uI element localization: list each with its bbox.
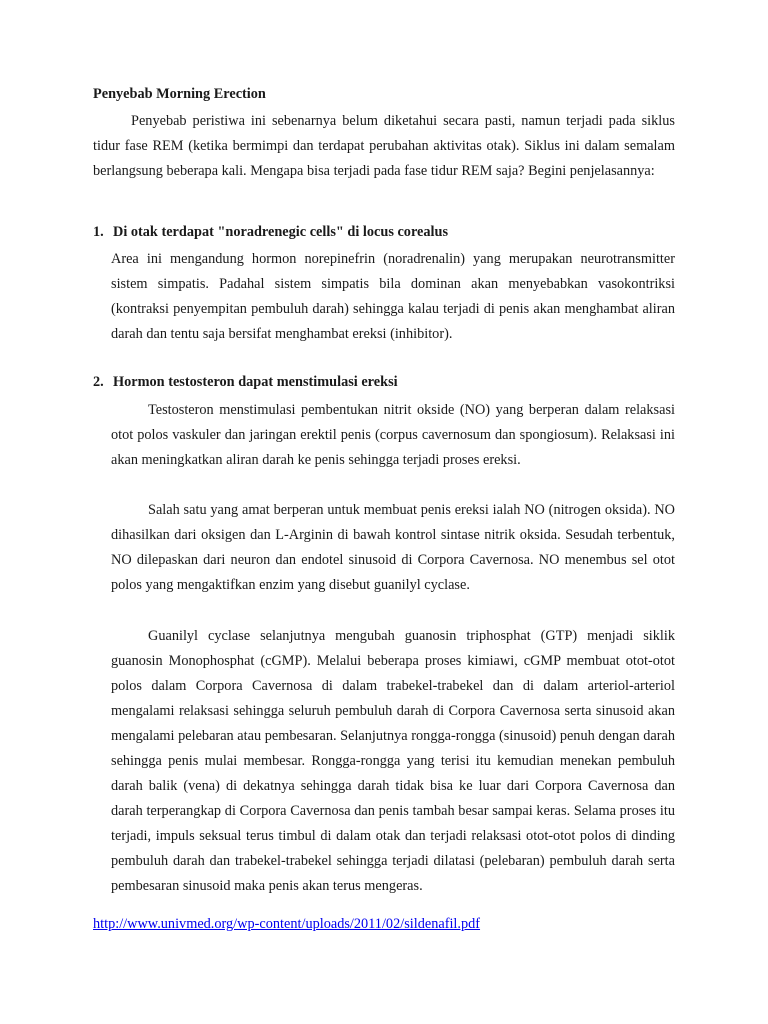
list-item-heading-text: Hormon testosteron dapat menstimulasi ereksi: [113, 374, 398, 390]
list-item-paragraph: Testosteron menstimulasi pembentukan nitrit okside (NO) yang berperan dalam relaksasi otot polos vaskuler dan jaringan erektil penis (corpus cavernosum dan spongiosum). Relaksasi ini akan meningkatkan aliran darah ke penis sehingga terjadi proses ereksi.: [111, 402, 675, 468]
list-item-number: 1.: [93, 224, 104, 240]
list-item-paragraph: Area ini mengandung hormon norepinefrin (noradrenalin) yang merupakan neurotransmitter sistem simpatis. Padahal sistem simpatis bila dominan akan menyebabkan vasokontriksi (kontraksi penyempitan pembuluh darah) sehingga kalau terjadi di penis akan menghambat aliran darah dan tentu saja bersifat menghambat ereksi (inhibitor).: [111, 251, 675, 342]
list-item-paragraph: Guanilyl cyclase selanjutnya mengubah guanosin triphosphat (GTP) menjadi siklik guanosin Monophosphat (cGMP). Melalui beberapa proses kimiawi, cGMP membuat otot-otot polos dalam Corpora Cavernosa di dalam trabekel-trabekel dan di dalam arteriol-arteriol mengalami relaksasi sehingga seluruh pembuluh darah di Corpora Cavernosa serta sinusoid akan mengalami pelebaran atau pembesaran. Selanjutnya rongga-rongga (sinusoid) penuh dengan darah sehingga penis mulai membesar. Rongga-rongga yang terisi itu kemudian menekan pembuluh darah balik (vena) di dekatnya sehingga darah tidak bisa ke luar dari Corpora Cavernosa dan darah terperangkap di Corpora Cavernosa dan penis tambah besar sampai keras. Selama proses itu terjadi, impuls seksual terus timbul di dalam otak dan terjadi relaksasi otot-otot polos di dinding pembuluh darah dan trabekel-trabekel sehingga terjadi dilatasi (pelebaran) pembuluh darah serta pembesaran sinusoid maka penis akan terus mengeras.: [111, 628, 675, 894]
list-item-heading: [93, 224, 448, 241]
list-item-paragraph: Salah satu yang amat berperan untuk membuat penis ereksi ialah NO (nitrogen oksida). NO dihasilkan dari oksigen dan L-Arginin di bawah kontrol sintase nitrik oksida. Sesudah terbentuk, NO dilepaskan dari neuron dan endotel sinusoid di Corpora Cavernosa. NO menembus sel otot polos yang mengaktifkan enzim yang disebut guanilyl cyclase.: [111, 502, 675, 593]
list-item-heading: [93, 374, 398, 391]
source-link[interactable]: http://www.univmed.org/wp-content/uploads/2011/02/sildenafil.pdf: [93, 916, 481, 932]
intro-paragraph: Penyebab peristiwa ini sebenarnya belum diketahui secara pasti, namun terjadi pada siklus tidur fase REM (ketika bermimpi dan terdapat perubahan aktivitas otak). Siklus ini dalam semalam berlangsung beberapa kali. Mengapa bisa terjadi pada fase tidur REM saja? Begini penjelasannya:: [93, 113, 675, 179]
list-item-heading-text: Di otak terdapat "noradrenegic cells" di locus corealus: [113, 224, 449, 240]
list-item-number: 2.: [93, 374, 104, 390]
document-title: Penyebab Morning Erection: [93, 86, 266, 102]
